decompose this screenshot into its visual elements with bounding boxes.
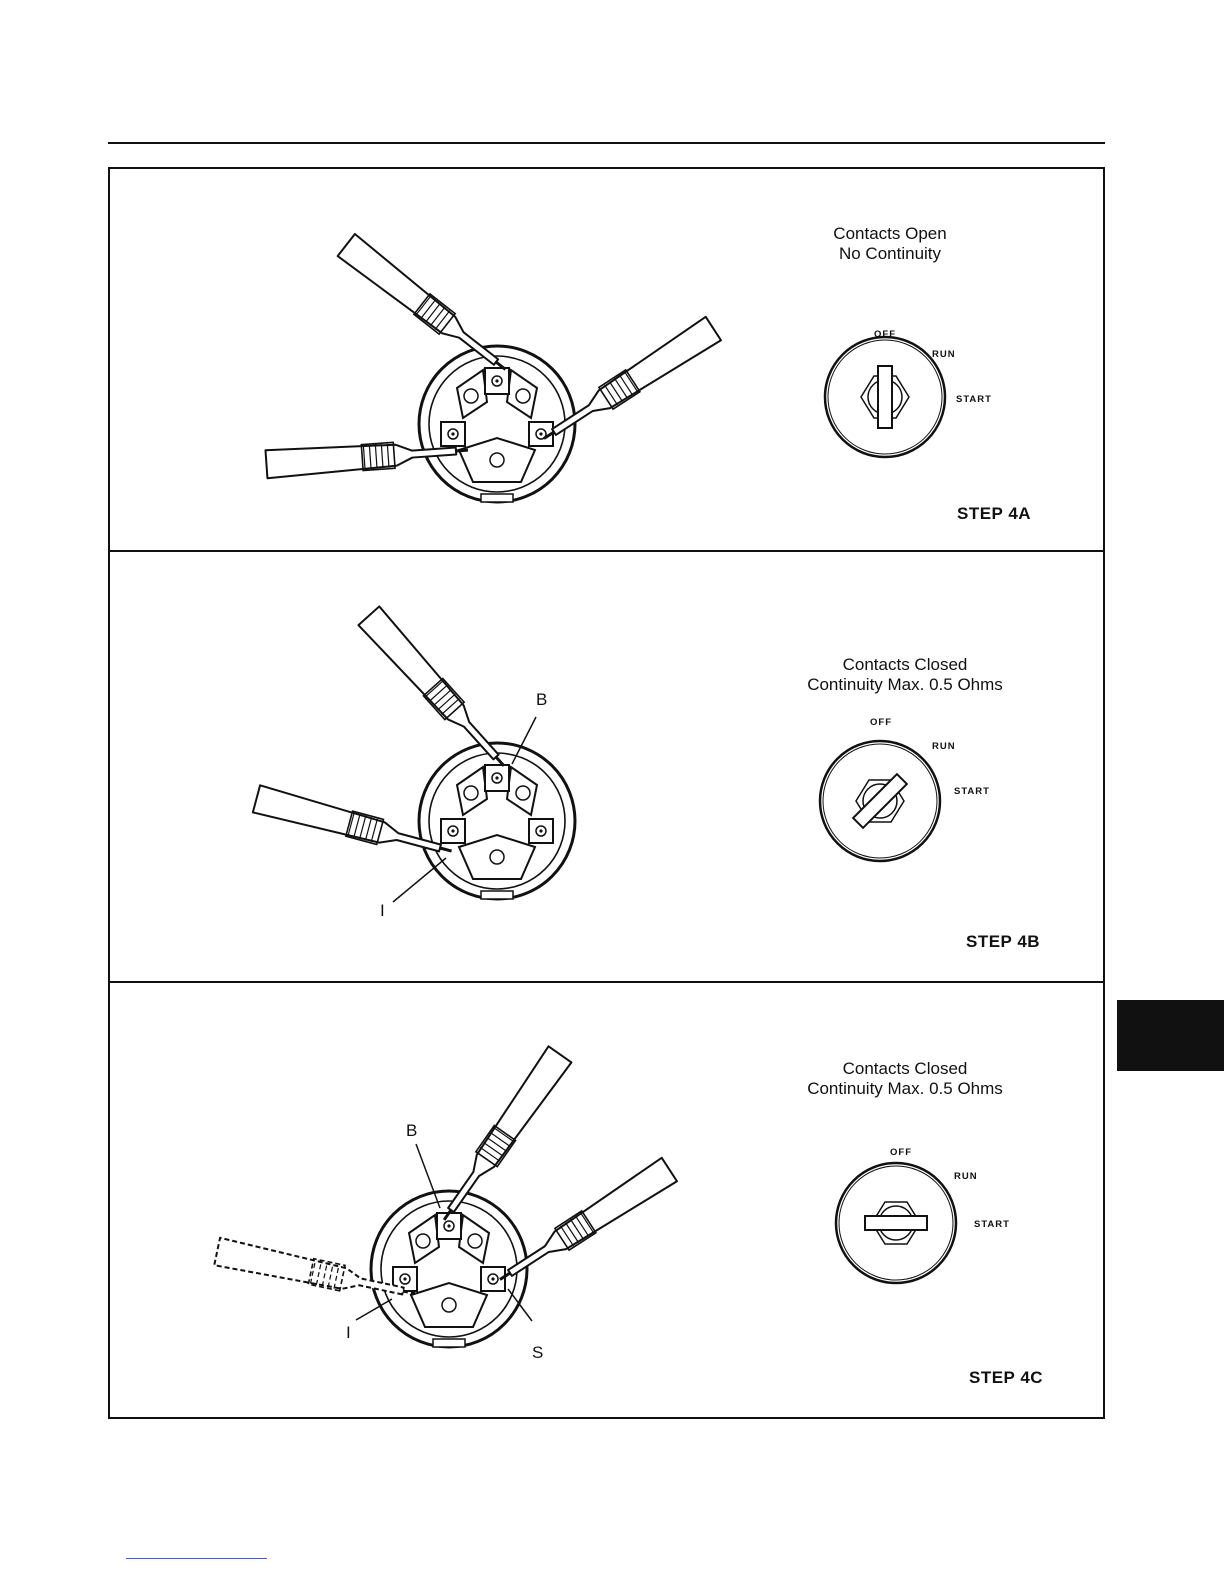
step-label: STEP 4A (957, 504, 1032, 523)
footer-link-rule (126, 1558, 267, 1559)
caption-line-2: Continuity Max. 0.5 Ohms (807, 1079, 1003, 1098)
terminal-label-b: B (406, 1121, 418, 1140)
key-label-off: OFF (874, 329, 896, 340)
test-probe (338, 234, 514, 380)
terminal-label-i: I (380, 901, 385, 920)
key-label-run: RUN (932, 349, 956, 360)
caption-line-1: Contacts Open (833, 224, 947, 243)
switch-diagram-4c (110, 983, 1103, 1419)
figure-frame (108, 167, 1105, 1419)
panel-step-4c (110, 981, 1103, 1417)
ignition-switch-back (419, 346, 575, 502)
ignition-switch-back (419, 743, 575, 899)
key-face-off (825, 337, 945, 457)
panel-step-4a (110, 169, 1103, 550)
continuity-caption (830, 224, 950, 264)
section-thumb-tab (1117, 1000, 1224, 1071)
terminal-label-i: I (346, 1323, 351, 1342)
terminal-label-s: S (532, 1343, 544, 1362)
header-rule (108, 142, 1105, 144)
caption-line-1: Contacts Closed (842, 1059, 968, 1078)
step-label: STEP 4B (966, 932, 1041, 951)
switch-diagram-4b (110, 552, 1103, 983)
continuity-caption (800, 1059, 1010, 1099)
key-label-start: START (974, 1219, 1010, 1230)
key-face-run (820, 741, 940, 861)
caption-line-1: Contacts Closed (842, 655, 968, 674)
caption-line-2: No Continuity (838, 244, 942, 263)
key-label-off: OFF (870, 717, 892, 728)
key-label-off: OFF (890, 1147, 912, 1158)
panel-step-4b (110, 550, 1103, 981)
key-face-start (836, 1163, 956, 1283)
terminal-label-b: B (536, 690, 548, 709)
caption-line-2: Continuity Max. 0.5 Ohms (807, 675, 1003, 694)
key-label-start: START (956, 394, 992, 405)
key-label-run: RUN (932, 741, 956, 752)
test-probe (433, 1046, 572, 1228)
key-label-run: RUN (954, 1171, 978, 1182)
continuity-caption (800, 655, 1010, 695)
key-label-start: START (954, 786, 990, 797)
test-probe (358, 606, 514, 775)
step-label: STEP 4C (969, 1368, 1044, 1387)
test-probe (492, 1158, 677, 1291)
leader-line (393, 858, 446, 902)
